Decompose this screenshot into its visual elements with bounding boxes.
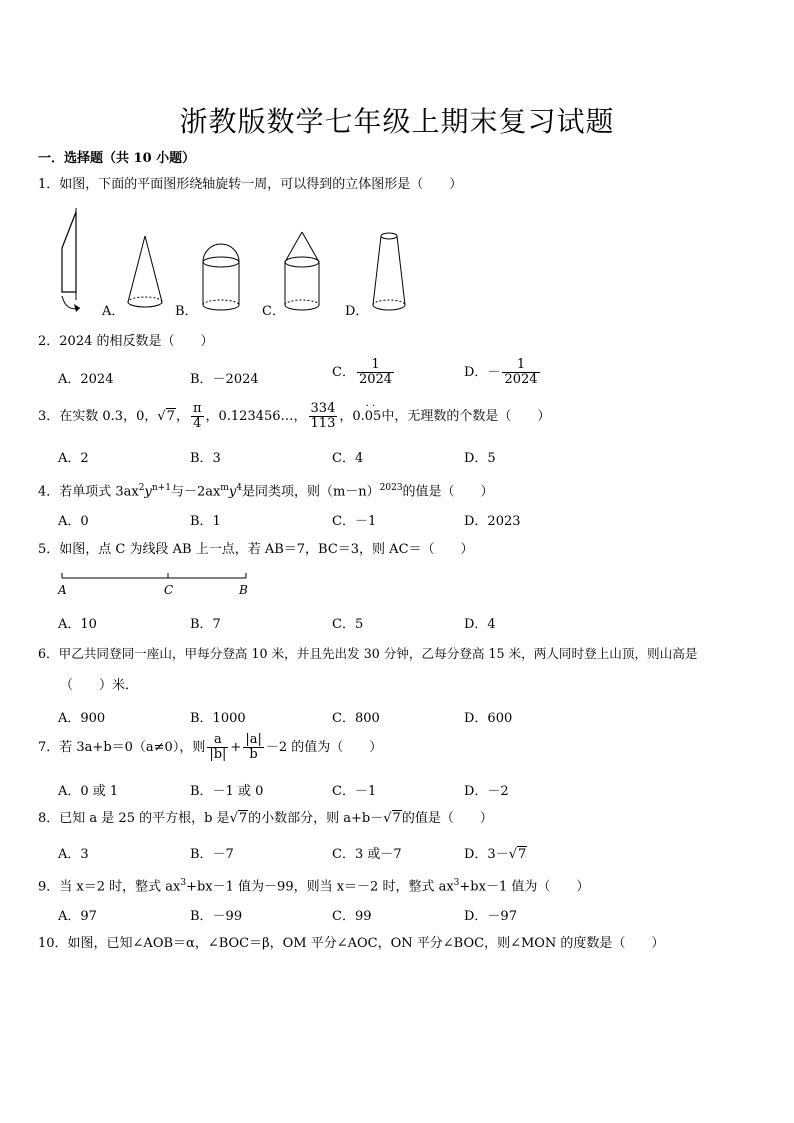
- segment-figure: [55, 568, 255, 600]
- q2-option-a: A．2024: [58, 372, 114, 387]
- question-6-stem-line2: （ ）米．: [60, 678, 139, 693]
- q8-option-c: C．3 或－7: [332, 847, 402, 862]
- question-3-stem: 3．在实数 0.3，0，√7， $\frac{\pi}{4}$ ，0.123456…， $\frac{334}{113}$ ，0. ·· 05中，无理数的个数是（ ）: [38, 401, 551, 431]
- q5-option-c: C．5: [332, 617, 364, 632]
- q6-option-b: B．1000: [190, 711, 246, 726]
- q4-option-c: C．－1: [332, 514, 377, 529]
- q8-option-d: D．3－√7: [464, 847, 527, 862]
- q5-option-b: B．7: [190, 617, 221, 632]
- q6-option-a: A．900: [58, 711, 106, 726]
- q4-option-d: D．2023: [464, 514, 521, 529]
- question-2-stem: 2．2024 的相反数是（ ）: [38, 334, 214, 349]
- question-6-stem-line1: 6．甲乙共同登同一座山，甲每分登高 10 米，并且先出发 30 分钟，乙每分登高 15 米，两人同时登上山顶，则山高是: [38, 646, 698, 661]
- question-1-stem: 1．如图，下面的平面图形绕轴旋转一周，可以得到的立体图形是（ ）: [38, 177, 463, 192]
- option-c-label: C．: [262, 304, 285, 319]
- question-10-stem: 10．如图，已知∠AOB＝α，∠BOC＝β，OM 平分∠AOC，ON 平分∠BOC，则∠MON 的度数是（ ）: [38, 936, 665, 951]
- point-c-label: C: [164, 583, 174, 597]
- q9-option-d: D．－97: [464, 909, 517, 924]
- q4-option-b: B．1: [190, 514, 221, 529]
- q8-option-a: A．3: [58, 847, 89, 862]
- section-heading: 一．选择题（共 10 小题）: [38, 151, 196, 166]
- q3-option-c: C．4: [332, 451, 364, 466]
- q7-option-b: B．－1 或 0: [190, 784, 264, 799]
- q6-option-d: D．600: [464, 711, 513, 726]
- q9-option-c: C．99: [332, 909, 372, 924]
- q7-option-d: D．－2: [464, 784, 509, 799]
- q7-option-c: C．－1: [332, 784, 377, 799]
- q9-option-b: B．－99: [190, 909, 243, 924]
- q6-option-c: C．800: [332, 711, 380, 726]
- cone-cylinder-figure: [285, 232, 319, 310]
- q3-option-a: A．2: [58, 451, 89, 466]
- q7-option-a: A．0 或 1: [58, 784, 119, 799]
- q8-option-b: B．－7: [190, 847, 234, 862]
- q2-option-d: D．－ $\frac{1}{2024}$: [464, 357, 538, 387]
- cone-figure: [128, 236, 162, 307]
- option-d-label: D．: [345, 304, 369, 319]
- question-5-stem: 5．如图，点 C 为线段 AB 上一点，若 AB＝7，BC＝3，则 AC＝（ ）: [38, 542, 474, 557]
- q2-option-b: B．－2024: [190, 372, 259, 387]
- q4-option-a: A．0: [58, 514, 89, 529]
- question-8-stem: 8．已知 a 是 25 的平方根，b 是√7的小数部分，则 a+b－√7的值是（ ）: [38, 811, 493, 826]
- page-title: 浙教版数学七年级上期末复习试题: [179, 105, 615, 138]
- question-4-stem: 4．若单项式 $3ax^2y^{n+1}$与$-2ax^my^4$是同类项，则$(m-n)^{2023}$的值是（ ）: [38, 483, 494, 500]
- frustum-figure: [373, 233, 405, 310]
- point-a-label: A: [58, 583, 67, 597]
- q3-option-b: B．3: [190, 451, 221, 466]
- question-7-stem: 7．若 3a+b＝0（a≠0），则 $\frac{a}{|b|}$ + $\frac{|a|}{b}$ －2 的值为（ ）: [38, 732, 383, 762]
- q5-option-a: A．10: [58, 617, 97, 632]
- option-a-label: A．: [102, 304, 125, 319]
- cylinder-hemisphere-figure: [203, 244, 239, 310]
- q9-option-a: A．97: [58, 909, 97, 924]
- option-b-label: B．: [175, 304, 198, 319]
- question-9-stem: 9．当 x＝2 时，整式 $ax^3+bx-1$ 值为－99，则当 x＝－2 时，整式 $ax^3+bx-1$ 值为（ ）: [38, 878, 590, 895]
- q2-option-c: C． $\frac{1}{2024}$: [332, 357, 393, 387]
- point-b-label: B: [239, 583, 248, 597]
- q5-option-d: D．4: [464, 617, 496, 632]
- plane-shape: [62, 212, 76, 292]
- question-1-figures: [40, 200, 420, 325]
- q3-option-d: D．5: [464, 451, 496, 466]
